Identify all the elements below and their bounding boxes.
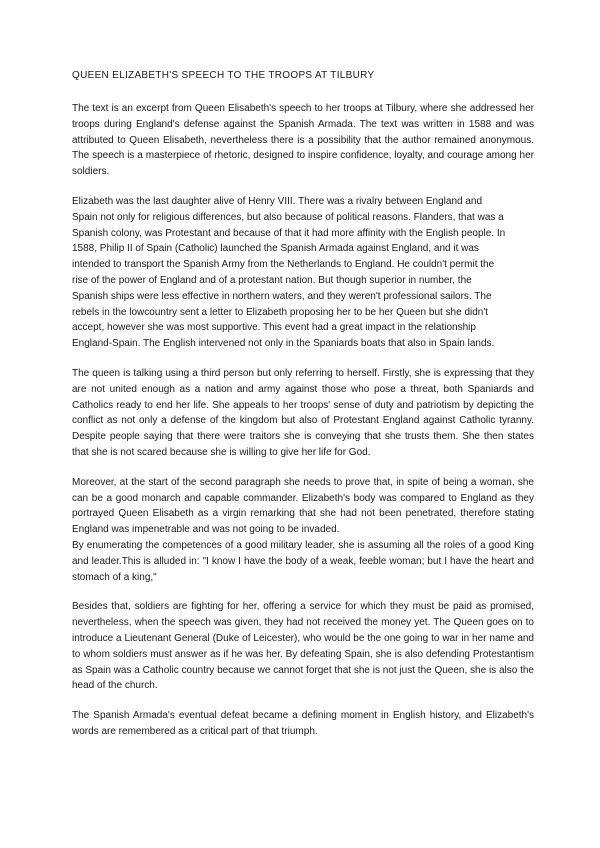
paragraph-historical-context: Elizabeth was the last daughter alive of Henry VIII. There was a rivalry between England and Spain not only for religious differences, but also because of political reasons. Flanders, that was a Spanish colony, was Protestant and because of that it had more affinity with the English people. In 1588, Philip II of Spain (Catholic) launched the Spanish Armada against England, and it was intended to transport the Spanish Army from the Netherlands to England. He couldn't permit the rise of the power of England and of a protestant nation. But though superior in number, the Spanish ships were less effective in northern waters, and they weren't professional sailors. The rebels in the lowcountry sent a letter to Elizabeth proposing her to be her Queen but she didn't accept, however she was most supportive. This event had a great impact in the relationship England-Spain. The English intervened not only in the Spaniards boats that also in Spain lands. (72, 195, 506, 350)
document-title: QUEEN ELIZABETH'S SPEECH TO THE TROOPS AT TILBURY (72, 70, 375, 81)
paragraph-analysis-second: Moreover, at the start of the second paragraph she needs to prove that, in spite of being a woman, she can be a good monarch and capable commander. Elizabeth's body was compared to England as they portrayed Queen Elisabeth as a virgin remarking that she had not been penetrated, therefore stating England was impenetrable and was not going to be invaded. (72, 476, 534, 536)
paragraph-military-leader: By enumerating the competences of a good military leader, she is assuming all the roles of a good King and leader.This is alluded in: "I know I have the body of a weak, feeble woman; but I have the heart and stomach of a king," (72, 539, 534, 583)
paragraph-conclusion: The Spanish Armada's eventual defeat became a defining moment in English history, and Elizabeth's words are remembered as a critical part of that triumph. (72, 710, 534, 737)
paragraph-soldiers: Besides that, soldiers are fighting for her, offering a service for which they must be paid as promised, nevertheless, when the speech was given, they had not received the money yet. The Queen goes on to introduce a Lieutenant General (Duke of Leicester), who would be the one going to war in her name and to whom soldiers must answer as if he was her. By defeating Spain, she is also defending Protestantism as Spain was a Catholic country because we cannot forget that she is not just the Queen, she is also the head of the church. (72, 601, 534, 692)
paragraph-introduction: The text is an excerpt from Queen Elisabeth's speech to her troops at Tilbury, where she addressed her troops during England's defense against the Spanish Armada. The text was written in 1588 and was attributed to Queen Elisabeth, nevertheless there is a possibility that the author remained anonymous. The speech is a masterpiece of rhetoric, designed to inspire confidence, loyalty, and courage among her soldiers. (72, 103, 534, 178)
paragraph-analysis-first: The queen is talking using a third person but only referring to herself. Firstly, she is expressing that they are not united enough as a nation and army against those who pose a threat, both Spaniards and Catholics ready to end her life. She appeals to her troops' sense of duty and patriotism by depicting the conflict as not only a defense of the kingdom but also of Protestant England against Catholic tyranny. Despite people saying that there were traitors she is conveying that she trusts them. She then states that she is not scared because she is willing to give her life for God. (72, 367, 534, 458)
